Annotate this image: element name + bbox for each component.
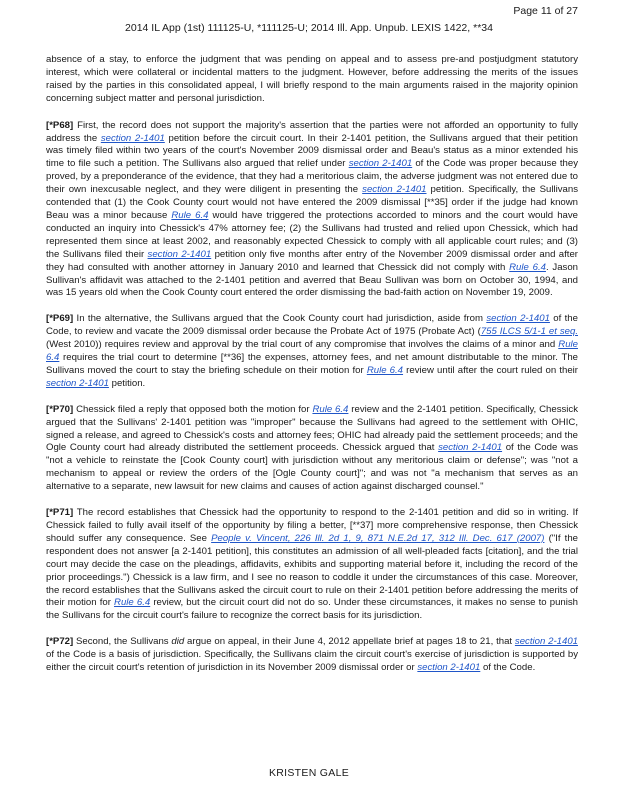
paragraph-text: Chessick filed a reply that opposed both the motion for [73, 403, 313, 415]
paragraph-text: requires the trial court to determine [**36] the expenses, attorney fees, and net amount distributable to the minor. The Sullivans moved the court to stay the briefing schedule on their motion for [46, 352, 578, 376]
paragraph-p69 [46, 313, 578, 390]
emphasis-text: did [171, 636, 185, 648]
paragraph-text: First, the record does not support the majority's assertion that the parties were not afforded an opportunity to fully address the [46, 119, 578, 144]
paragraph-text: In the alternative, the Sullivans argued that the Cook County court had jurisdiction, aside from [73, 313, 487, 325]
paragraph-marker: [*P68] [46, 119, 74, 131]
paragraph-marker: [*P70] [46, 403, 74, 415]
paragraph-marker: [*P72] [46, 636, 74, 648]
paragraph-text: absence of a stay, to enforce the judgment that was pending on appeal and to assess pre-and postjudgment statutory interest, which were collateral or incidental matters to the judgment. However, before addressing the merits of the issues raised by the parties in this consolidated appeal, I will briefly respond to the main arguments raised in the majority opinion concerning subject matter and personal jurisdiction. [46, 54, 578, 104]
paragraph-text: ("If the respondent does not answer [a 2-1401 petition], this constitutes an admission of all well-pleaded facts [citation], and the trial court may decide the case on the pleadings, affidavits, exhibits and supporting material before it, including the record of the prior proceedings.") Chessick is a law firm, and I see no reason to coddle it under the circumstances of this case. Moreover, the record establishes that the Sullivans asked the circuit court to rule on their 2-1401 petition before addressing the merits of their motion for [46, 532, 578, 609]
paragraph-p72 [46, 636, 578, 675]
statute-link[interactable]: section 2-1401 [486, 313, 550, 325]
paragraph-text: of the Code is a basis of jurisdiction. Specifically, the Sullivans claim the circuit court's exercise of jurisdiction is supported by either the circuit court's retention of jurisdiction in its November 2009 dismissal order or [46, 649, 578, 674]
case-citation-link[interactable]: People v. Vincent, 226 Ill. 2d 1, 9, 871 N.E.2d 17, 312 Ill. Dec. 617 (2007) [211, 532, 545, 544]
rule-link[interactable]: Rule 6.4 [171, 209, 209, 221]
paragraph-marker: [*P69] [46, 313, 74, 325]
statute-link[interactable]: section 2-1401 [100, 132, 165, 144]
paragraph-text: argue on appeal, in their June 4, 2012 appellate brief at pages 18 to 21, that [184, 636, 515, 648]
document-citation-header: 2014 IL App (1st) 111125-U, *111125-U; 2014 Ill. App. Unpub. LEXIS 1422, **34 [125, 22, 493, 34]
paragraph-text: of the Code was "not a vehicle to reinstate the [Cook County court] with jurisdiction without any meritorious claim or defense"; was "not a mechanism to appeal or review the orders of the [Ogle County court]"; and was not "a mechanism that serves as an alternative to a separate, new lawsuit for new claims and causes of action against discharged counsel." [46, 442, 579, 493]
statute-link[interactable]: section 2-1401 [147, 248, 212, 260]
paragraph-text: of the Code, to review and vacate the 2009 dismissal order because the Probate Act of 1975 (Probate Act) ( [46, 313, 578, 338]
footer-author: KRISTEN GALE [268, 767, 350, 779]
statute-link[interactable]: section 2-1401 [438, 442, 503, 454]
paragraph-text: petition. Specifically, the Sullivans contended that (1) the Cook County court would not have entered the 2009 dismissal [**35] order if the judge had known Beau was a minor because [46, 184, 579, 221]
paragraph-p68 [46, 120, 578, 301]
statute-link[interactable]: section 2-1401 [348, 158, 413, 170]
paragraph-text: . Jason Sullivan's affidavit was attached to the 2-1401 petition and averred that Beau Sullivan was born on October 30, 1994, and was 15 years old when the Cook County court entered the order dismissing the bad-faith action on November 19, 2009. [46, 261, 578, 299]
paragraph-text: petition. [108, 377, 146, 389]
rule-link[interactable]: Rule 6.4 [509, 261, 546, 273]
statute-link[interactable]: section 2-1401 [362, 184, 427, 196]
rule-link[interactable]: Rule 6.4 [46, 339, 578, 364]
paragraph-text: (West 2010)) requires review and approval by the trial court of any compromise that involves the claims of a minor and [46, 339, 559, 351]
paragraph-text: of the Code. [480, 662, 536, 674]
statute-link[interactable]: section 2-1401 [46, 377, 109, 389]
document-body [46, 54, 578, 688]
statute-link[interactable]: section 2-1401 [417, 662, 481, 674]
rule-link[interactable]: Rule 6.4 [366, 364, 404, 376]
rule-link[interactable]: Rule 6.4 [312, 403, 349, 415]
statute-link[interactable]: section 2-1401 [514, 636, 578, 648]
paragraph-p71 [46, 507, 578, 623]
page-number: Page 11 of 27 [513, 5, 578, 17]
paragraph-text: of the Code was proper because they proved, by a preponderance of the evidence, that they had a meritorious claim, the adverse judgment was not entered due to their own inexcusable neglect, and they were diligent in presenting the [46, 158, 578, 196]
paragraph-text: review until after the court ruled on their [403, 364, 579, 376]
paragraph-text: The record establishes that Chessick had the opportunity to respond to the 2-1401 petition and did so in writing. If Chessick failed to fully avail itself of the opportunity by filing a better, [**37] more comprehensive response, then Chessick should suffer any consequence. See [46, 507, 578, 544]
paragraph-text: review, but the circuit court did not do so. Under these circumstances, it makes no sense to punish the Sullivans for the circuit court's failure to recognize the correct basis for its jurisdiction. [46, 597, 579, 622]
paragraph-text: would have triggered the protections accorded to minors and the court would have conducted an inquiry into Chessick's 47% attorney fee; (2) the Sullivans had trusted and relied upon Chessick, which had represented them since at least 2002, and reasonably expected Chessick to comply with all applicable court rules; and (3) the Sullivans filed their [46, 209, 578, 260]
ilcs-link[interactable]: 755 ILCS 5/1-1 et seq. [480, 326, 578, 338]
paragraph-continuation [46, 54, 578, 106]
paragraph-text: petition only five months after entry of the November 2009 dismissal order and after they had consulted with another attorney in January 2010 and learned that Chessick did not comply with [46, 248, 578, 273]
paragraph-marker: [*P71] [46, 507, 74, 519]
rule-link[interactable]: Rule 6.4 [114, 597, 151, 609]
paragraph-p70 [46, 404, 578, 494]
paragraph-text: petition before the circuit court. In their 2-1401 petition, the Sullivans argued that their petition was timely filed within two years of the court's November 2009 dismissal order and Beau's status as a minor extended his time to file such a petition. The Sullivans also argued that relief under [46, 132, 578, 170]
paragraph-text: review and the 2-1401 petition. Specifically, Chessick argued that the Sullivans' 2-1401 petition was "improper" because the Sullivans had agreed to the settlement with OHIC, signed a release, and agreed to Chessick's costs and attorney fees; OHIC had already paid the settlement proceeds; and the Ogle County court had already distributed the settlement proceeds. Chessick argued that [46, 403, 579, 454]
paragraph-text: Second, the Sullivans [73, 636, 172, 648]
